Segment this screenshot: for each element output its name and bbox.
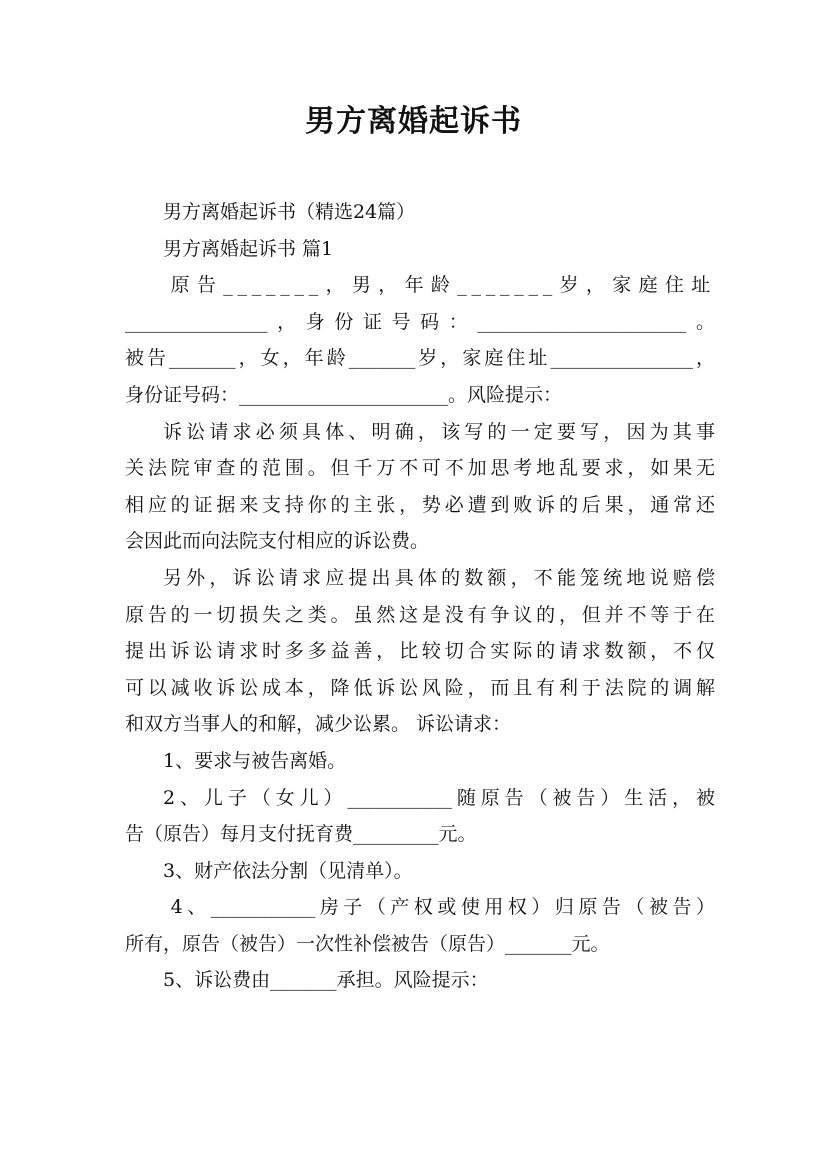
claim-item-3: 3、财产依法分割（见清单）。 <box>163 859 413 882</box>
paragraph-line: 可以减收诉讼成本，降低诉讼风险，而且有利于法院的调解 <box>125 676 715 699</box>
document-body <box>125 194 715 999</box>
paragraph-line: 诉讼请求必须具体、明确，该写的一定要写，因为其事 <box>163 420 715 443</box>
plaintiff-line-2: _______________，身份证号码：______________________。 <box>125 310 715 333</box>
paragraph-line: 会因此而向法院支付相应的诉讼费。 <box>125 530 430 553</box>
document-title: 男方离婚起诉书 <box>305 104 522 139</box>
paragraph-line: 相应的证据来支持你的主张，势必遭到败诉的后果，通常还 <box>125 493 715 516</box>
paragraph-line: 另外，诉讼请求应提出具体的数额，不能笼统地说赔偿 <box>163 566 715 589</box>
paragraph-line: 原告的一切损失之类。虽然这是没有争议的，但并不等于在 <box>125 603 715 626</box>
claim-item-2: 2、儿子（女儿）___________随原告（被告）生活，被 <box>163 786 715 809</box>
claim-item-5: 5、诉讼费由_______承担。风险提示： <box>163 969 489 992</box>
section-heading: 男方离婚起诉书 篇1 <box>163 237 334 260</box>
paragraph-line: 关法院审查的范围。但千万不可不加思考地乱要求，如果无 <box>125 457 715 480</box>
paragraph-line: 提出诉讼请求时多多益善，比较切合实际的请求数额，不仅 <box>125 640 715 663</box>
defendant-line-2: 身份证号码：______________________。风险提示： <box>125 383 563 406</box>
subtitle-line: 男方离婚起诉书（精选24篇） <box>163 201 416 223</box>
claim-item-1: 1、要求与被告离婚。 <box>163 749 347 772</box>
paragraph-line: 和双方当事人的和解，减少讼累。 诉讼请求： <box>125 713 512 736</box>
defendant-line-1: 被告_______，女，年龄_______岁，家庭住址_______________， <box>125 347 715 370</box>
claim-item-4: 4、___________房子（产权或使用权）归原告（被告） <box>170 896 715 919</box>
plaintiff-line-1: 原告_______，男，年龄_______岁，家庭住址 <box>170 274 715 297</box>
claim-item-2-cont: 告（原告）每月支付抚育费_________元。 <box>125 823 477 846</box>
claim-item-4-cont: 所有，原告（被告）一次性补偿被告（原告）_______元。 <box>125 932 610 955</box>
